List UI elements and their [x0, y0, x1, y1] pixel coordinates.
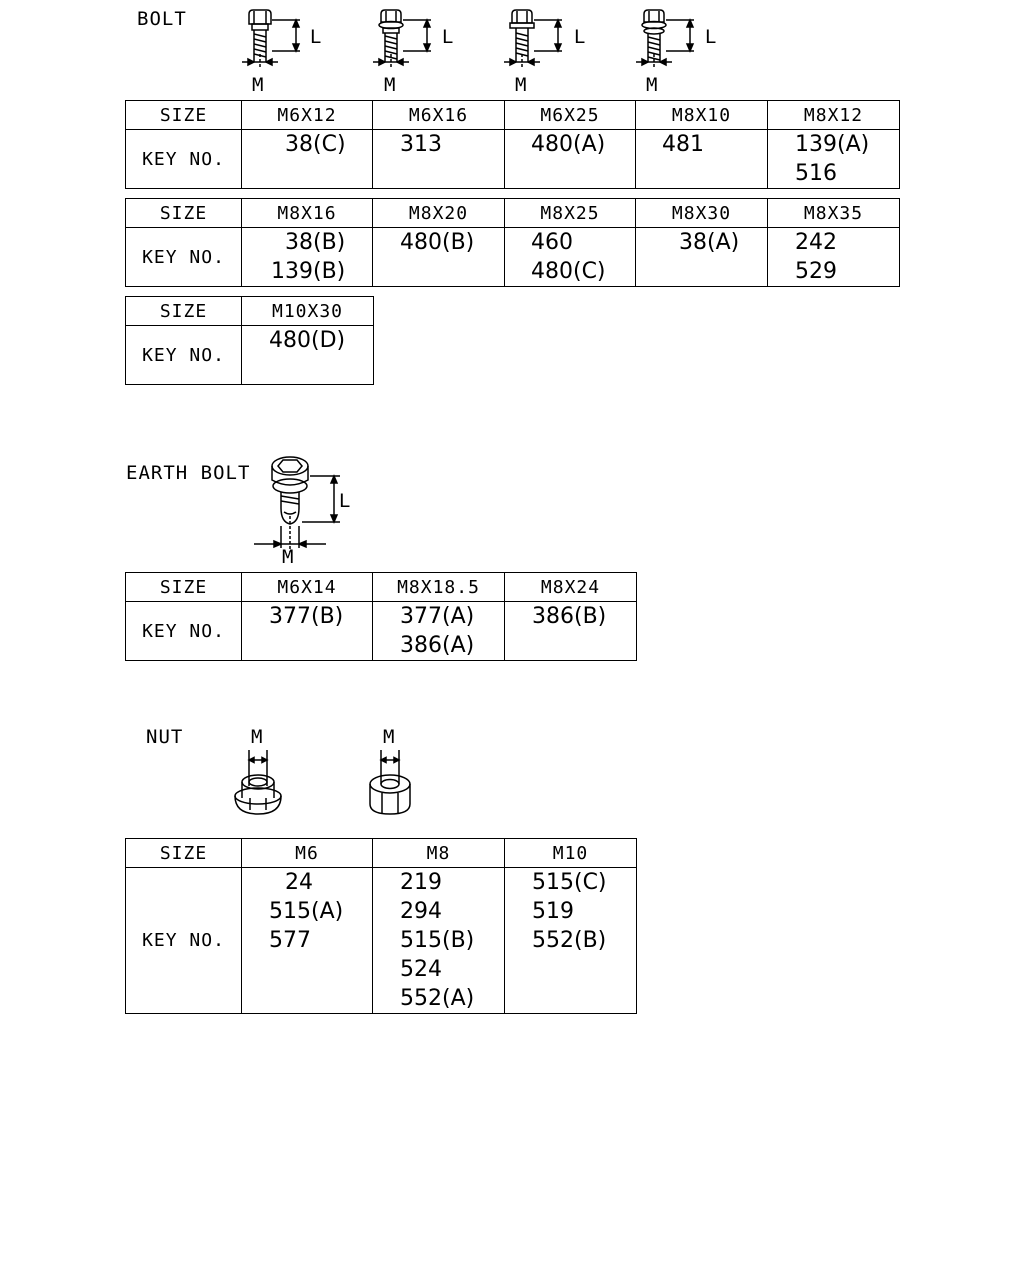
key-cell	[505, 228, 636, 287]
key-number: 38(B)	[285, 230, 346, 255]
key-number: 38(C)	[285, 132, 346, 157]
size-header: SIZE	[126, 839, 242, 868]
earth-bolt-dim-l-label: L	[339, 490, 351, 512]
bolt-size-table	[125, 198, 900, 287]
nut-section-title: NUT	[146, 726, 184, 748]
key-number: 24	[285, 870, 313, 895]
key-number: 386(A)	[400, 633, 475, 658]
key-number: 519	[532, 899, 574, 924]
key-number: 480(B)	[400, 230, 475, 255]
size-cell: M6X14	[242, 573, 373, 602]
key-cell	[373, 602, 505, 661]
bolt-dim-m-label: M	[646, 74, 659, 96]
key-number: 242	[795, 230, 837, 255]
bolt-dim-m-label: M	[515, 74, 528, 96]
flange-nut-icon	[226, 748, 290, 826]
key-number: 577	[269, 928, 311, 953]
key-cell	[505, 602, 637, 661]
size-cell: M6X12	[242, 101, 373, 130]
size-cell: M8X12	[768, 101, 900, 130]
key-cell	[505, 130, 636, 189]
key-number: 38(A)	[679, 230, 740, 255]
key-number: 515(A)	[269, 899, 344, 924]
size-cell: M8X10	[636, 101, 768, 130]
key-number: 377(B)	[269, 604, 344, 629]
key-cell	[242, 326, 374, 385]
key-no-header: KEY NO.	[126, 228, 242, 287]
key-no-header: KEY NO.	[126, 326, 242, 385]
key-number: 460	[531, 230, 573, 255]
key-cell	[636, 228, 768, 287]
bolt-dim-l-label: L	[574, 26, 586, 48]
key-number: 139(B)	[271, 259, 346, 284]
earth-bolt-section-title: EARTH BOLT	[126, 462, 251, 484]
key-cell	[373, 868, 505, 1014]
key-cell	[242, 228, 373, 287]
key-cell	[373, 228, 505, 287]
key-cell	[242, 130, 373, 189]
nut-dim-m-label: M	[383, 726, 396, 748]
key-number: 481	[662, 132, 704, 157]
bolt-dim-m-label: M	[384, 74, 397, 96]
key-number: 480(A)	[531, 132, 606, 157]
size-cell: M6	[242, 839, 373, 868]
key-number: 386(B)	[532, 604, 607, 629]
key-number: 529	[795, 259, 837, 284]
key-cell	[636, 130, 768, 189]
size-cell: M8X18.5	[373, 573, 505, 602]
size-cell: M8X25	[505, 199, 636, 228]
key-number: 313	[400, 132, 442, 157]
key-cell	[373, 130, 505, 189]
key-cell	[242, 868, 373, 1014]
size-cell: M10X30	[242, 297, 374, 326]
size-cell: M6X25	[505, 101, 636, 130]
nut-size-table	[125, 838, 637, 1014]
key-number: 480(D)	[269, 328, 346, 353]
key-number: 552(B)	[532, 928, 607, 953]
nut-dim-m-label: M	[251, 726, 264, 748]
key-cell	[768, 228, 900, 287]
key-no-header: KEY NO.	[126, 602, 242, 661]
size-cell: M6X16	[373, 101, 505, 130]
bolt-section-title: BOLT	[137, 8, 187, 30]
size-cell: M8X30	[636, 199, 768, 228]
earth-bolt-dim-m-label: M	[282, 546, 295, 568]
bolt-dim-m-label: M	[252, 74, 265, 96]
size-header: SIZE	[126, 297, 242, 326]
bolt-dim-l-label: L	[442, 26, 454, 48]
size-header: SIZE	[126, 573, 242, 602]
key-number: 377(A)	[400, 604, 475, 629]
bolt-size-table	[125, 100, 900, 189]
size-header: SIZE	[126, 101, 242, 130]
earth-bolt-size-table	[125, 572, 637, 661]
key-number: 294	[400, 899, 442, 924]
key-number: 516	[795, 161, 837, 186]
bolt-size-table	[125, 296, 374, 385]
key-cell	[768, 130, 900, 189]
size-cell: M10	[505, 839, 637, 868]
key-cell	[505, 868, 637, 1014]
key-cell	[242, 602, 373, 661]
size-cell: M8	[373, 839, 505, 868]
key-number: 515(C)	[532, 870, 607, 895]
key-number: 552(A)	[400, 986, 475, 1011]
hex-nut-icon	[358, 748, 422, 826]
bolt-dim-l-label: L	[705, 26, 717, 48]
key-number: 524	[400, 957, 442, 982]
key-number: 480(C)	[531, 259, 606, 284]
bolt-dim-l-label: L	[310, 26, 322, 48]
key-number: 219	[400, 870, 442, 895]
key-no-header: KEY NO.	[126, 868, 242, 1014]
size-cell: M8X16	[242, 199, 373, 228]
size-header: SIZE	[126, 199, 242, 228]
size-cell: M8X35	[768, 199, 900, 228]
size-cell: M8X24	[505, 573, 637, 602]
key-no-header: KEY NO.	[126, 130, 242, 189]
size-cell: M8X20	[373, 199, 505, 228]
key-number: 515(B)	[400, 928, 475, 953]
key-number: 139(A)	[795, 132, 870, 157]
